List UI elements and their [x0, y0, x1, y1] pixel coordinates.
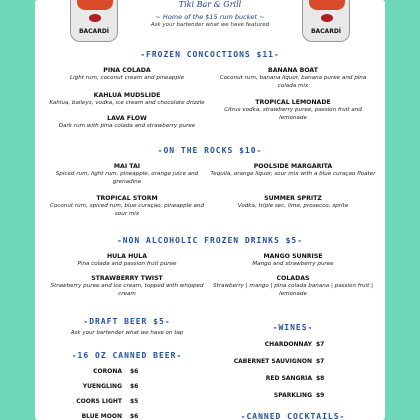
section-title-canned-beer: -16 OZ CANNED BEER- — [71, 351, 183, 360]
item-description: Citrus vodka, strawberry puree, passion fruit and lemonade — [224, 107, 362, 121]
section-title-rocks: -ON THE ROCKS $10- — [157, 146, 263, 155]
item-description: Tequila, orange liquor, sour mix with a blue curaçao floater — [210, 171, 376, 177]
item-description: Pina colada and passion fruit puree — [77, 261, 177, 267]
menu-item — [210, 67, 376, 90]
menu-item — [44, 163, 210, 186]
beer-price: $6 — [130, 368, 139, 375]
item-name: POOLSIDE MARGARITA — [253, 163, 333, 170]
item-description: Dark rum with pina colada and strawberry puree — [58, 123, 196, 129]
item-name: TROPICAL STORM — [96, 195, 158, 202]
wine-name: RED SANGRIA — [265, 375, 312, 382]
bucket-brand: BACARDÍ — [78, 28, 110, 35]
item-name: COLADAS — [276, 275, 310, 282]
item-name: HULA HULA — [106, 253, 148, 260]
item-description: Spiced rum, light rum, pineapple, orange juice and grenadine — [55, 171, 199, 185]
beer-name: COORS LIGHT — [76, 398, 122, 405]
menu-item — [210, 275, 376, 298]
section-title-draft-beer: -DRAFT BEER $5- — [83, 317, 171, 326]
wine-price: $8 — [316, 375, 325, 382]
wine-name: CABERNET SAUVIGNON — [233, 358, 312, 365]
menu-item — [44, 195, 210, 218]
item-description: Coconut rum, spiced rum, blue curaçao, pineapple and sour mix — [49, 203, 205, 217]
item-name: SUMMER SPRITZ — [264, 195, 322, 202]
menu-item — [210, 163, 376, 178]
item-name: LAVA FLOW — [107, 115, 147, 122]
left-border-stripe — [0, 0, 38, 420]
item-description: Coconut rum, banana liquor, banana puree and pina colada mix — [219, 75, 367, 89]
right-border-stripe — [382, 0, 420, 420]
beer-name: YUENGLING — [82, 383, 122, 390]
item-name: PINA COLADA — [103, 67, 151, 74]
item-description: Kahlua, baileys, vodka, ice cream and chocolate drizzle — [49, 100, 205, 106]
item-name: TROPICAL LEMONADE — [255, 99, 331, 106]
menu-item — [44, 67, 210, 82]
bucket-brand: BACARDÍ — [310, 28, 342, 35]
featured-note: Ask your bartender what we have featured — [150, 22, 270, 28]
section-title-non-alcoholic: -NON ALCOHOLIC FROZEN DRINKS $5- — [116, 236, 304, 245]
item-name: MANGO SUNRISE — [263, 253, 323, 260]
item-name: BANANA BOAT — [268, 67, 318, 74]
item-description: Vodka, triple sec, lime, prosecco, sprite — [237, 203, 349, 209]
rum-bucket-tagline: ~ Home of the $15 rum bucket ~ — [155, 13, 265, 21]
menu-item — [44, 275, 210, 298]
section-title-wines: -WINES- — [272, 323, 314, 332]
wine-name: CHARDONNAY — [264, 341, 312, 348]
item-name: MAI TAI — [113, 163, 141, 170]
beer-name: BLUE MOON — [81, 413, 122, 420]
menu-content — [44, 0, 376, 420]
menu-item — [210, 99, 376, 122]
item-description: Mango and strawberry puree — [252, 261, 334, 267]
beer-price: $5 — [130, 398, 139, 405]
restaurant-name: Tiki Bar & Grill — [178, 0, 242, 9]
draft-note: Ask your bartender what we have on tap — [70, 330, 184, 336]
menu-item — [44, 253, 210, 268]
item-name: STRAWBERRY TWIST — [91, 275, 163, 282]
section-title-canned-cocktails: -CANNED COCKTAILS- — [240, 412, 346, 420]
wine-price: $7 — [316, 341, 325, 348]
item-description: Light rum, coconut cream and pineapple — [69, 75, 185, 81]
wine-name: SPARKLING — [273, 392, 312, 399]
item-description: Strawberry | mango | pina colada banana | passion fruit | lemonade — [212, 283, 373, 297]
wine-price: $7 — [316, 358, 325, 365]
beer-price: $6 — [130, 413, 139, 420]
menu-item — [44, 92, 210, 107]
item-description: Strawberry puree and ice cream, topped with whipped cream — [50, 283, 204, 297]
menu-item — [210, 195, 376, 210]
menu-item — [44, 115, 210, 130]
item-name: KAHLUA MUDSLIDE — [93, 92, 161, 99]
section-title-frozen: -FROZEN CONCOCTIONS $11- — [140, 50, 280, 59]
menu-item — [210, 253, 376, 268]
beer-name: CORONA — [93, 368, 122, 375]
beer-price: $6 — [130, 383, 139, 390]
wine-price: $9 — [316, 392, 325, 399]
